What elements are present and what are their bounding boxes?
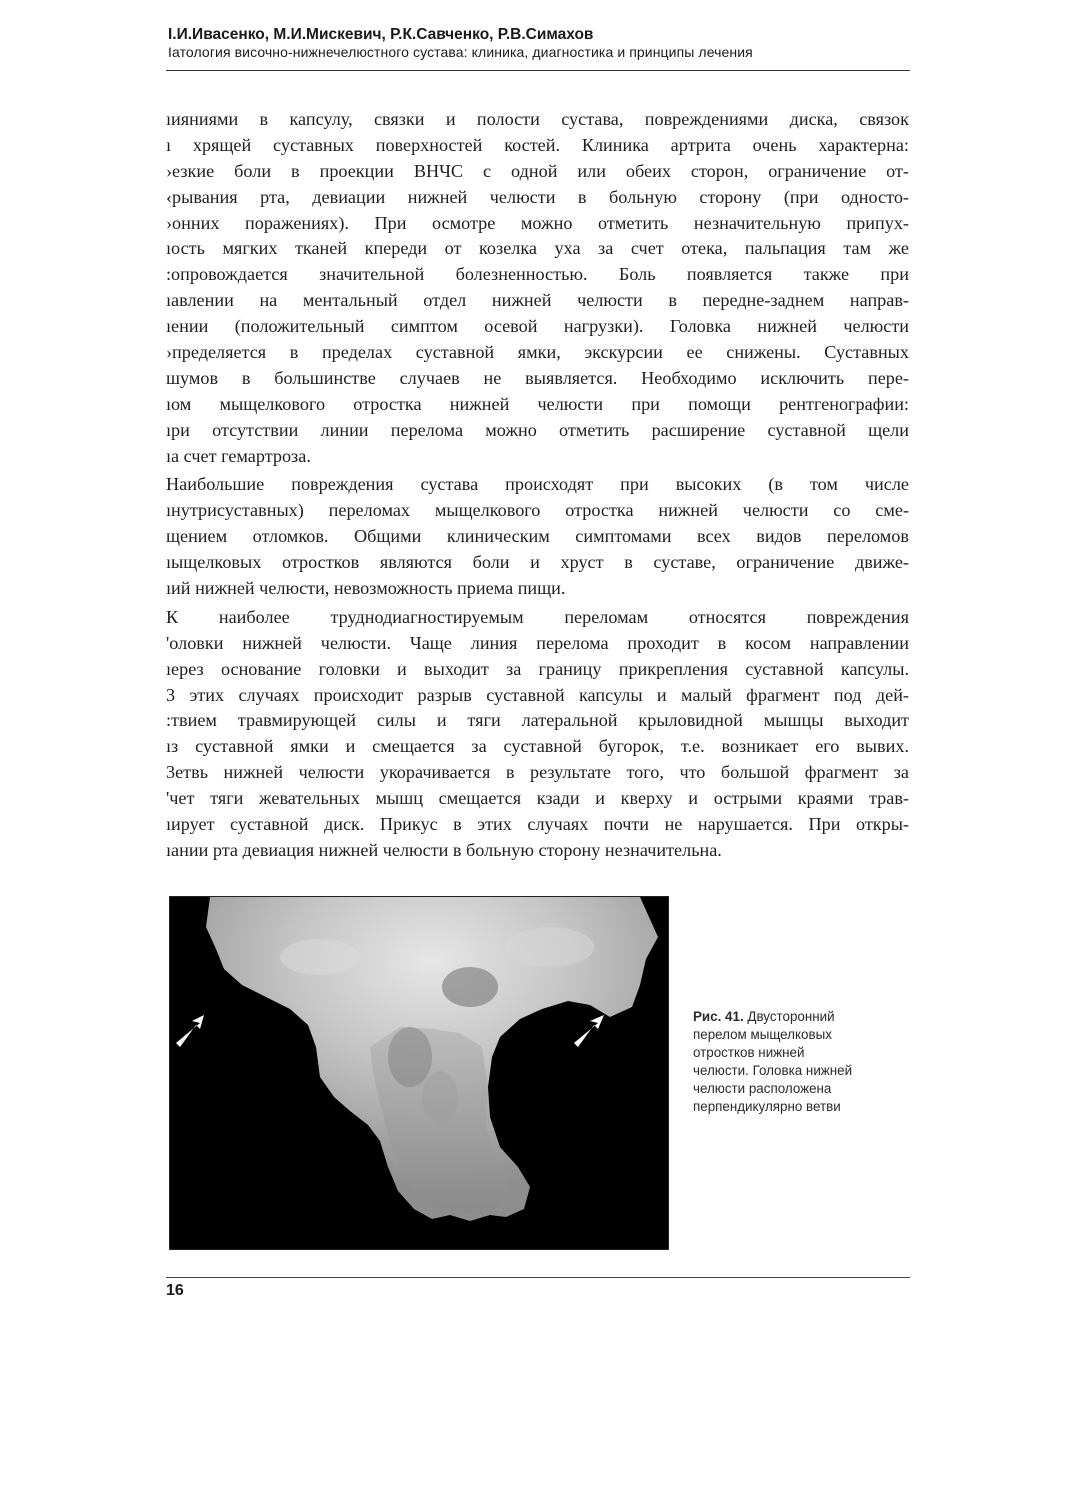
paragraph [166, 605, 909, 864]
text-line: шумов в большинстве случаев не выявляется. Необходимо исключить пере- [166, 367, 909, 388]
header-divider [166, 70, 910, 71]
paragraph [166, 472, 909, 601]
body-text [166, 107, 909, 864]
footer-divider [166, 1277, 910, 1278]
text-line: ıа счет гемартроза. [166, 445, 311, 466]
xray-image [170, 897, 668, 1249]
page-number: 16 [166, 1282, 184, 1299]
caption-line: перелом мыщелковых [693, 1027, 832, 1042]
text-line: ‹рывания рта, девиации нижней челюсти в больную сторону (при односто- [166, 186, 909, 207]
text-line: щением отломков. Общими клиническим симптомами всех видов переломов [166, 526, 909, 547]
caption-line: отростков нижней [693, 1045, 805, 1060]
header-authors: І.И.Ивасенко, М.И.Мискевич, Р.К.Савченко, Р.В.Симахов [168, 26, 594, 43]
text-line: 'чет тяги жевательных мышц смещается кзади и кверху и острыми краями трав- [166, 788, 909, 809]
text-line: ıз суставной ямки и смещается за суставной бугорок, т.е. возникает его вывих. [166, 736, 909, 757]
caption-line: челюсти расположена [693, 1081, 832, 1096]
text-line: ı хрящей суставных поверхностей костей. Клиника артрита очень характерна: [166, 134, 909, 155]
caption-line: челюсти. Головка нижней [693, 1063, 853, 1078]
paragraph [166, 107, 909, 469]
text-line: ›онних поражениях). При осмотре можно отметить незначительную припух- [166, 212, 909, 233]
figure-label: Рис. 41. [693, 1009, 744, 1024]
text-line: ıияниями в капсулу, связки и полости сустава, повреждениями диска, связок [166, 109, 909, 129]
text-line: ıании рта девиация нижней челюсти в больную сторону незначительна. [166, 839, 722, 860]
text-line: 'оловки нижней челюсти. Чаще линия перелома проходит в косом направлении [166, 632, 909, 653]
text-line: ıнутрисуставных) переломах мыщелкового отростка нижней челюсти со сме- [166, 500, 909, 521]
running-header [168, 26, 910, 61]
caption-line: Двусторонний [747, 1009, 835, 1024]
figure-caption [693, 1008, 913, 1116]
text-line: 3 этих случаях происходит разрыв суставной капсулы и малый фрагмент под дей- [166, 684, 909, 705]
text-line: ıом мыщелкового отростка нижней челюсти при помощи рентгенографии: [166, 393, 909, 414]
text-line: ıыщелковых отростков являются боли и хруст в суставе, ограничение движе- [166, 552, 909, 573]
text-line: 3етвь нижней челюсти укорачивается в результате того, что большой фрагмент за [166, 762, 909, 783]
text-line: ıавлении на ментальный отдел нижней челюсти в передне-заднем направ- [166, 290, 909, 311]
text-line: ›езкие боли в проекции ВНЧС с одной или обеих сторон, ограничение от- [166, 160, 909, 181]
text-line: К наиболее труднодиагностируемым переломам относятся повреждения [166, 606, 909, 627]
xray-figure [169, 896, 669, 1250]
text-line: :твием травмирующей силы и тяги латеральной крыловидной мышцы выходит [166, 710, 909, 731]
text-line: ıении (положительный симптом осевой нагрузки). Головка нижней челюсти [166, 316, 909, 337]
text-line: ıость мягких тканей кпереди от козелка уха за счет отека, пальпация там же [166, 238, 909, 259]
text-line: ıри отсутствии линии перелома можно отметить расширение суставной щели [166, 419, 909, 440]
text-line: Наибольшие повреждения сустава происходят при высоких (в том числе [166, 474, 909, 495]
text-line: ıерез основание головки и выходит за границу прикрепления суставной капсулы. [166, 658, 909, 679]
text-line: ıий нижней челюсти, невозможность приема пищи. [166, 578, 566, 599]
text-line: ıирует суставной диск. Прикус в этих случаях почти не нарушается. При откры- [166, 814, 909, 835]
text-line: ›пределяется в пределах суставной ямки, экскурсии ее снижены. Суставных [166, 342, 909, 363]
header-book-title: Іатология височно-нижнечелюстного сустава: клиника, диагностика и принципы лечения [168, 44, 753, 60]
caption-line: перпендикулярно ветви [693, 1099, 841, 1114]
text-line: :опровождается значительной болезненностью. Боль появляется также при [166, 264, 909, 285]
